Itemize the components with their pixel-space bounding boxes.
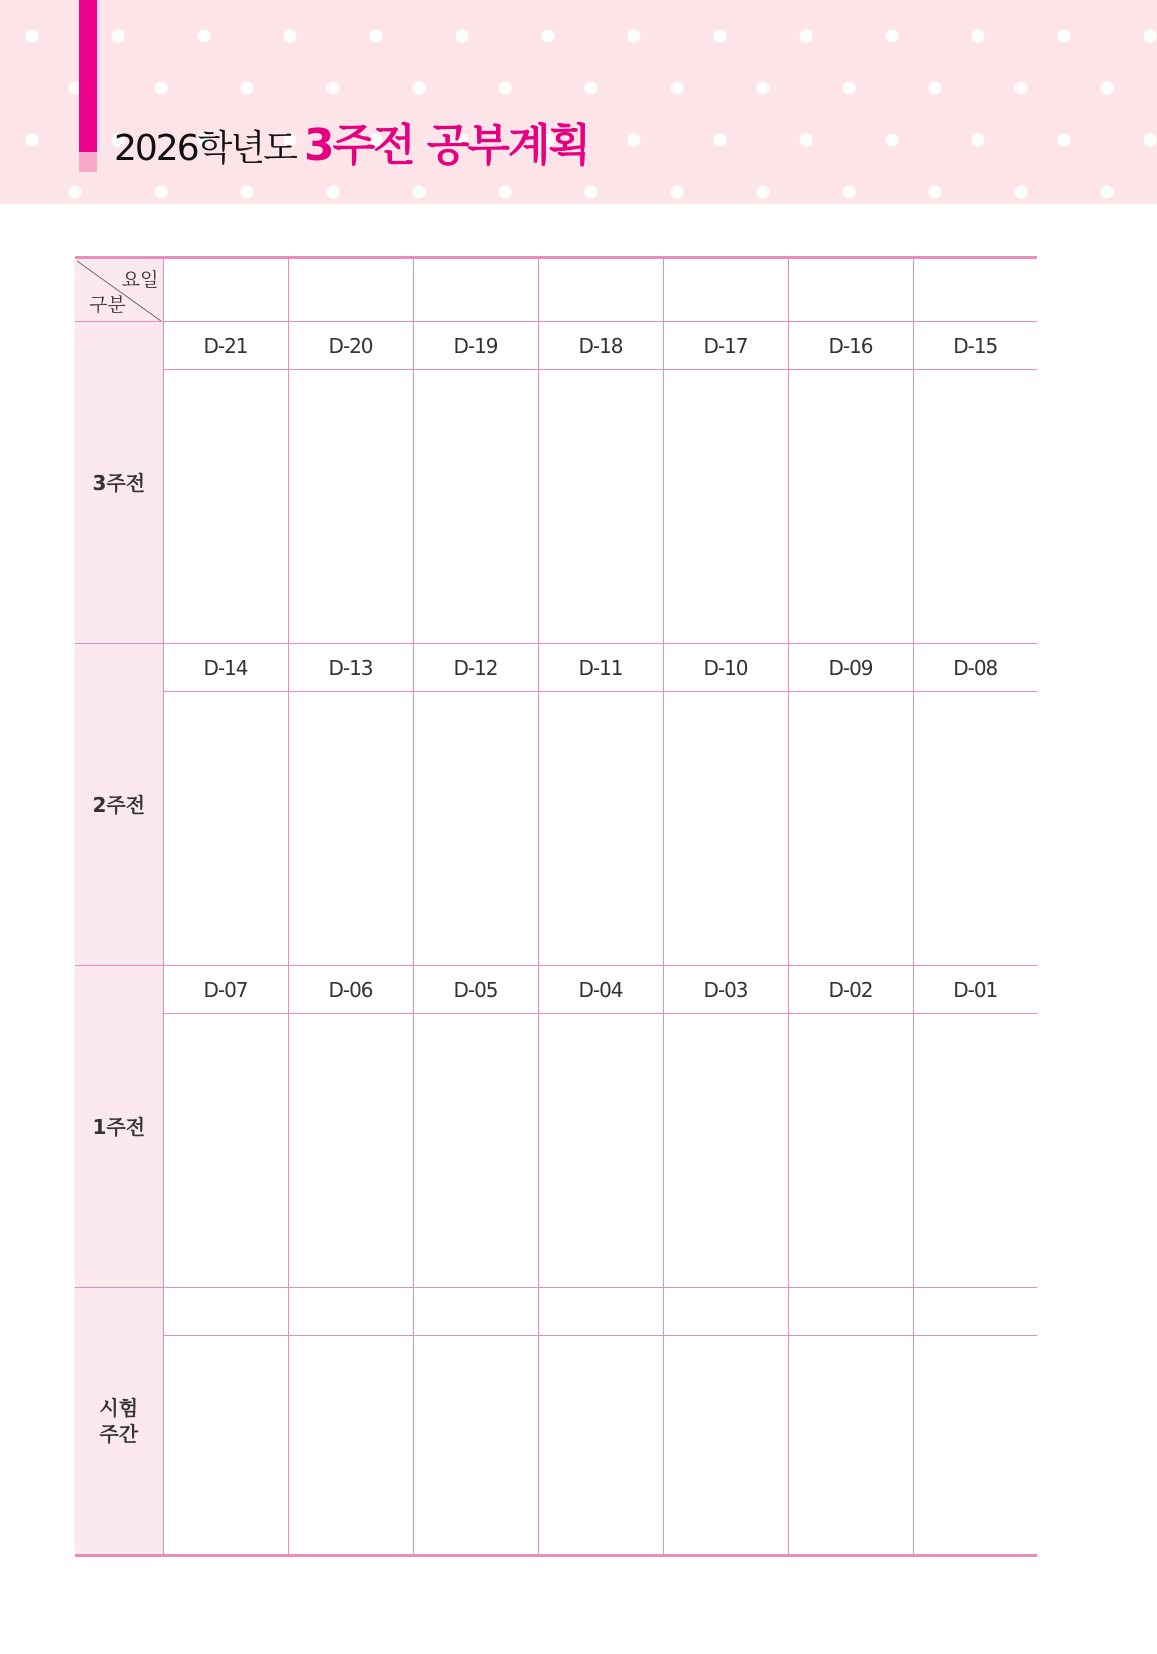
plan-cell[interactable] [663, 1014, 788, 1288]
day-label: D-05 [413, 966, 538, 1014]
day-label: D-16 [788, 322, 913, 370]
plan-cell[interactable] [163, 1014, 288, 1288]
day-label[interactable] [163, 1288, 288, 1336]
day-label: D-06 [288, 966, 413, 1014]
day-label: D-12 [413, 644, 538, 692]
plan-cell[interactable] [663, 370, 788, 644]
day-label[interactable] [413, 1288, 538, 1336]
plan-cell[interactable] [788, 370, 913, 644]
day-label: D-08 [913, 644, 1037, 692]
plan-cell[interactable] [163, 370, 288, 644]
plan-cell[interactable] [913, 692, 1037, 966]
plan-cell[interactable] [288, 692, 413, 966]
week-2-plan-row [75, 692, 1037, 966]
day-label: D-10 [663, 644, 788, 692]
corner-label-category: 구분 [89, 294, 126, 316]
plan-cell[interactable] [538, 370, 663, 644]
plan-cell[interactable] [413, 370, 538, 644]
plan-cell[interactable] [913, 1336, 1037, 1556]
day-label: D-19 [413, 322, 538, 370]
day-label: D-15 [913, 322, 1037, 370]
week-2-day-row [75, 644, 1037, 692]
day-label: D-21 [163, 322, 288, 370]
week-1-plan-row [75, 1014, 1037, 1288]
plan-cell[interactable] [538, 1014, 663, 1288]
week-3-day-row [75, 322, 1037, 370]
plan-cell[interactable] [913, 370, 1037, 644]
plan-cell[interactable] [288, 1336, 413, 1556]
corner-label-day: 요일 [121, 269, 159, 291]
weekday-cell[interactable] [538, 258, 663, 322]
study-plan-table [75, 256, 1037, 1557]
day-label: D-07 [163, 966, 288, 1014]
weekday-cell[interactable] [288, 258, 413, 322]
plan-cell[interactable] [788, 1336, 913, 1556]
page-title [114, 116, 589, 176]
plan-cell[interactable] [913, 1014, 1037, 1288]
week-1-day-row [75, 966, 1037, 1014]
weekday-cell[interactable] [413, 258, 538, 322]
day-label[interactable] [288, 1288, 413, 1336]
week-label-exam [75, 1288, 163, 1556]
accent-bar-tail [79, 152, 97, 172]
plan-cell[interactable] [538, 1336, 663, 1556]
plan-cell[interactable] [663, 1336, 788, 1556]
plan-cell[interactable] [788, 692, 913, 966]
plan-cell[interactable] [788, 1014, 913, 1288]
week-label-2: 2주전 [75, 644, 163, 966]
plan-cell[interactable] [288, 1014, 413, 1288]
day-label: D-01 [913, 966, 1037, 1014]
weekday-cell[interactable] [913, 258, 1037, 322]
day-label: D-11 [538, 644, 663, 692]
day-label[interactable] [538, 1288, 663, 1336]
exam-label-line1: 시험 [99, 1396, 139, 1420]
accent-bar [79, 0, 97, 152]
day-label: D-17 [663, 322, 788, 370]
day-label: D-04 [538, 966, 663, 1014]
plan-cell[interactable] [663, 692, 788, 966]
corner-cell [75, 258, 163, 322]
plan-cell[interactable] [413, 692, 538, 966]
day-label[interactable] [663, 1288, 788, 1336]
day-label: D-18 [538, 322, 663, 370]
day-label: D-02 [788, 966, 913, 1014]
exam-week-plan-row [75, 1336, 1037, 1556]
day-label: D-20 [288, 322, 413, 370]
day-label: D-03 [663, 966, 788, 1014]
day-label: D-13 [288, 644, 413, 692]
day-label: D-14 [163, 644, 288, 692]
day-label[interactable] [913, 1288, 1037, 1336]
week-label-3: 3주전 [75, 322, 163, 644]
weekday-cell[interactable] [663, 258, 788, 322]
plan-cell[interactable] [413, 1014, 538, 1288]
exam-week-day-row [75, 1288, 1037, 1336]
day-label[interactable] [788, 1288, 913, 1336]
year-label: 2026학년도 [114, 128, 296, 169]
week-label-1: 1주전 [75, 966, 163, 1288]
plan-cell[interactable] [538, 692, 663, 966]
header-row [75, 258, 1037, 322]
exam-label-line2: 주간 [99, 1422, 139, 1446]
plan-cell[interactable] [288, 370, 413, 644]
week-3-plan-row [75, 370, 1037, 644]
day-label: D-09 [788, 644, 913, 692]
plan-cell[interactable] [163, 1336, 288, 1556]
title-main: 3주전 공부계획 [303, 120, 589, 171]
weekday-cell[interactable] [788, 258, 913, 322]
plan-cell[interactable] [163, 692, 288, 966]
plan-cell[interactable] [413, 1336, 538, 1556]
weekday-cell[interactable] [163, 258, 288, 322]
